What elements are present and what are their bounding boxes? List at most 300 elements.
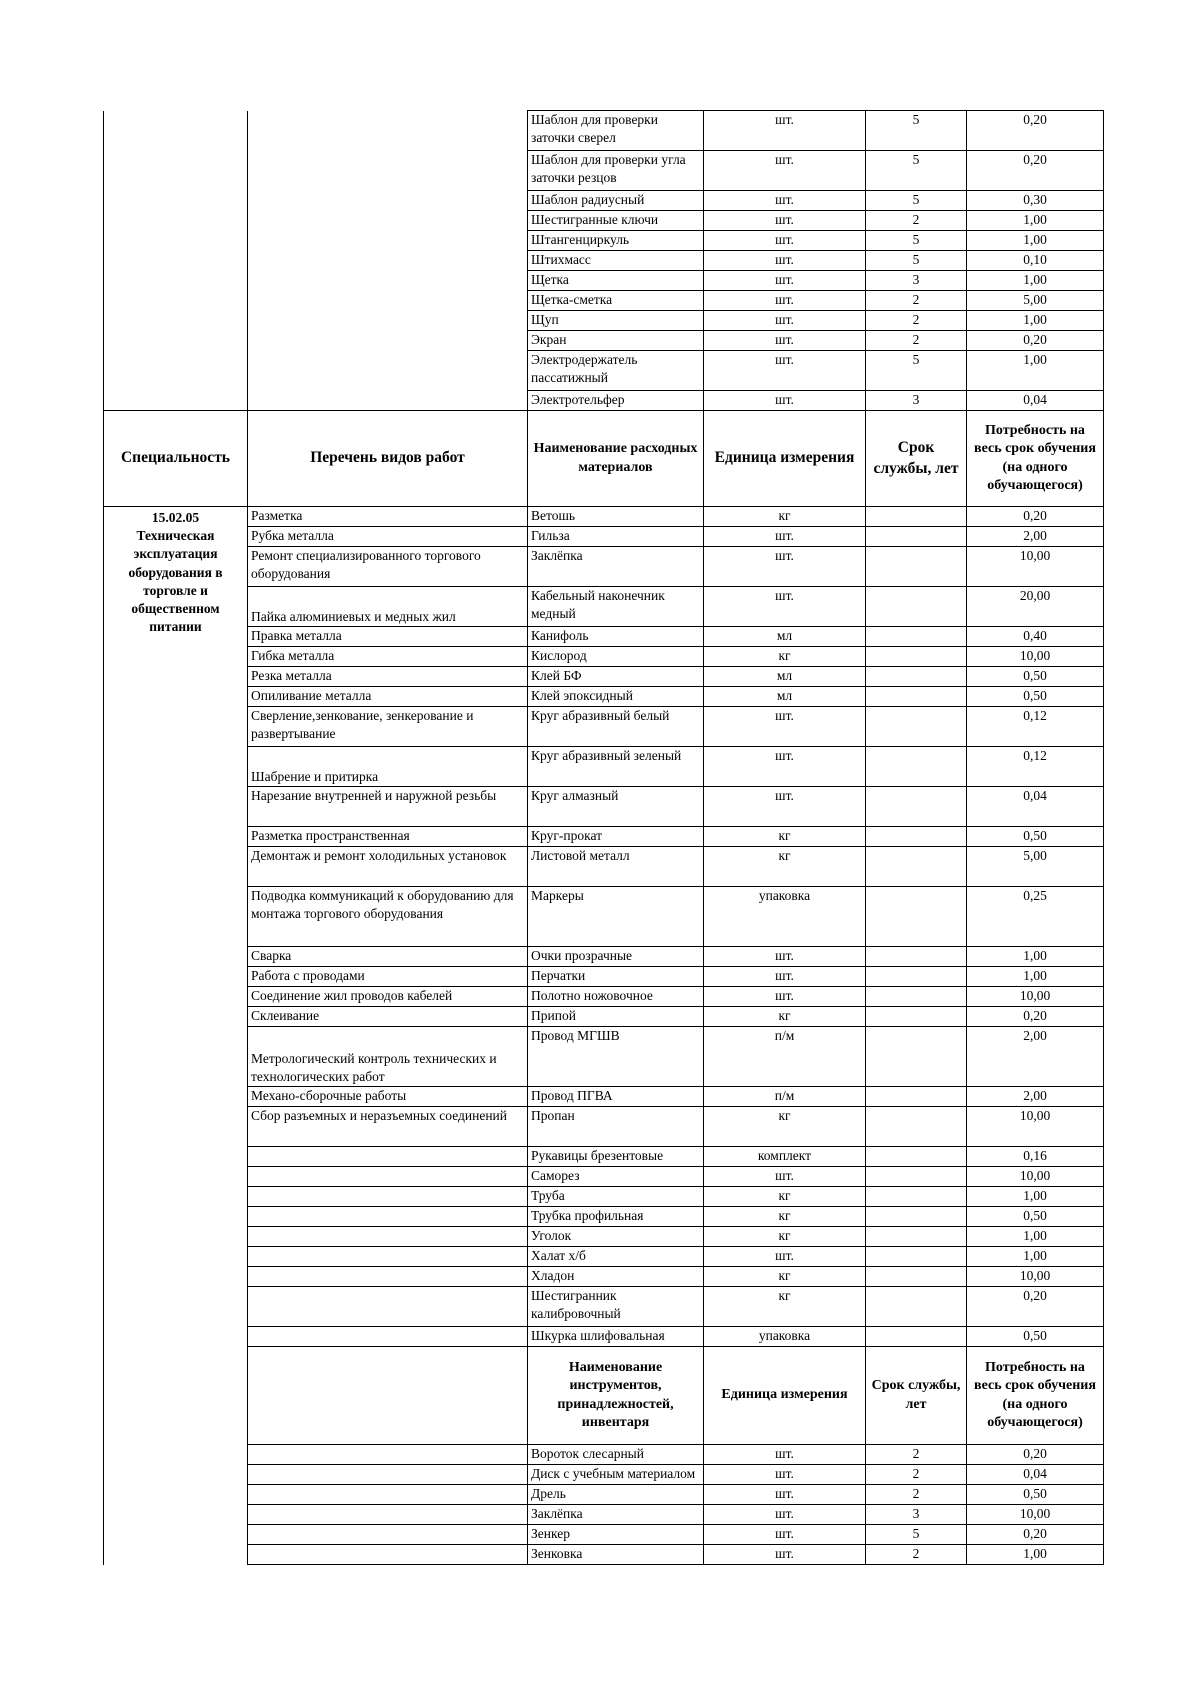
- material-need: 0,50: [967, 827, 1104, 847]
- table-row: [104, 1505, 1104, 1525]
- material-life-empty: [866, 747, 967, 787]
- works-column-spacer: [248, 211, 528, 231]
- table-row: [104, 1485, 1104, 1505]
- material-life-empty: [866, 647, 967, 667]
- item-unit: шт.: [704, 391, 866, 411]
- tool-need: 0,20: [967, 1445, 1104, 1465]
- table-row: [104, 1465, 1104, 1485]
- header-tools: Наименование инструментов, принадлежностей, инвентаря: [528, 1347, 704, 1445]
- item-unit: шт.: [704, 151, 866, 191]
- material-life-empty: [866, 667, 967, 687]
- spec-column-spacer: [104, 391, 248, 411]
- material-name: Уголок: [528, 1227, 704, 1247]
- material-life-empty: [866, 527, 967, 547]
- item-life: 5: [866, 111, 967, 151]
- material-need: 0,20: [967, 507, 1104, 527]
- material-need: 10,00: [967, 647, 1104, 667]
- spec-column-spacer: [104, 1505, 248, 1525]
- spec-column-spacer: [104, 1207, 248, 1227]
- tool-need: 1,00: [967, 1545, 1104, 1565]
- material-unit: кг: [704, 1227, 866, 1247]
- table-row: [104, 1167, 1104, 1187]
- works-column-spacer: [248, 111, 528, 151]
- tool-life: 2: [866, 1545, 967, 1565]
- table-row: [104, 1187, 1104, 1207]
- tool-life: 3: [866, 1505, 967, 1525]
- spec-column-spacer: [104, 1327, 248, 1347]
- table-row: [104, 211, 1104, 231]
- tool-unit: шт.: [704, 1545, 866, 1565]
- tool-need: 0,50: [967, 1485, 1104, 1505]
- table-row: [104, 507, 1104, 527]
- material-name: Хладон: [528, 1267, 704, 1287]
- material-name: Перчатки: [528, 967, 704, 987]
- work-name: Механо-сборочные работы: [248, 1087, 528, 1107]
- tool-name: Диск с учебным материалом: [528, 1465, 704, 1485]
- spec-column-spacer: [104, 1227, 248, 1247]
- item-name: Щуп: [528, 311, 704, 331]
- material-life-empty: [866, 587, 967, 627]
- works-column-spacer: [248, 331, 528, 351]
- work-name: Нарезание внутренней и наружной резьбы: [248, 787, 528, 827]
- item-life: 5: [866, 351, 967, 391]
- tool-unit: шт.: [704, 1445, 866, 1465]
- item-unit: шт.: [704, 271, 866, 291]
- item-need: 0,04: [967, 391, 1104, 411]
- table-row: [104, 351, 1104, 391]
- header-life: Срок службы, лет: [866, 411, 967, 507]
- table-row: [104, 527, 1104, 547]
- work-name: [248, 1187, 528, 1207]
- work-name: Демонтаж и ремонт холодильных установок: [248, 847, 528, 887]
- table-row: [104, 311, 1104, 331]
- material-unit: шт.: [704, 547, 866, 587]
- spec-column-spacer: [104, 1247, 248, 1267]
- material-life-empty: [866, 1247, 967, 1267]
- material-name: Канифоль: [528, 627, 704, 647]
- top-block: [104, 111, 1104, 411]
- header-works: Перечень видов работ: [248, 411, 528, 507]
- material-life-empty: [866, 1207, 967, 1227]
- material-name: Пропан: [528, 1107, 704, 1147]
- table-row: [104, 1087, 1104, 1107]
- table-row: [104, 667, 1104, 687]
- header2-life: Срок службы, лет: [866, 1347, 967, 1445]
- material-unit: шт.: [704, 967, 866, 987]
- item-need: 1,00: [967, 231, 1104, 251]
- material-name: Труба: [528, 1187, 704, 1207]
- material-unit: п/м: [704, 1027, 866, 1087]
- table-row: [104, 391, 1104, 411]
- header-unit: Единица измерения: [704, 411, 866, 507]
- material-need: 1,00: [967, 967, 1104, 987]
- spec-column-spacer: [104, 1267, 248, 1287]
- table-row: [104, 1445, 1104, 1465]
- material-need: 2,00: [967, 527, 1104, 547]
- material-name: Круг абразивный белый: [528, 707, 704, 747]
- table-row: [104, 847, 1104, 887]
- item-need: 1,00: [967, 311, 1104, 331]
- tools-block: [104, 1445, 1104, 1565]
- spec-column-spacer: [104, 1485, 248, 1505]
- tools-header-works-empty: [248, 1347, 528, 1445]
- item-need: 1,00: [967, 271, 1104, 291]
- material-life-empty: [866, 1087, 967, 1107]
- material-need: 10,00: [967, 1107, 1104, 1147]
- table-row: [104, 987, 1104, 1007]
- material-need: 10,00: [967, 1267, 1104, 1287]
- works-column-empty: [248, 1465, 528, 1485]
- table-row: [104, 1327, 1104, 1347]
- item-life: 3: [866, 271, 967, 291]
- item-unit: шт.: [704, 291, 866, 311]
- material-life-empty: [866, 1167, 967, 1187]
- works-column-empty: [248, 1545, 528, 1565]
- material-unit: шт.: [704, 747, 866, 787]
- work-name: [248, 1267, 528, 1287]
- work-name: [248, 1247, 528, 1267]
- spec-column-spacer: [104, 351, 248, 391]
- work-name: [248, 1287, 528, 1327]
- material-name: Ветошь: [528, 507, 704, 527]
- material-life-empty: [866, 827, 967, 847]
- work-name: Гибка металла: [248, 647, 528, 667]
- material-unit: упаковка: [704, 887, 866, 947]
- item-unit: шт.: [704, 331, 866, 351]
- material-need: 10,00: [967, 1167, 1104, 1187]
- material-need: 0,50: [967, 667, 1104, 687]
- work-name: Соединение жил проводов кабелей: [248, 987, 528, 1007]
- tool-need: 10,00: [967, 1505, 1104, 1525]
- spec-column-spacer: [104, 1347, 248, 1445]
- tool-name: Зенкер: [528, 1525, 704, 1545]
- table-row: [104, 331, 1104, 351]
- tool-name: Заклёпка: [528, 1505, 704, 1525]
- table-row: [104, 747, 1104, 787]
- material-name: Круг алмазный: [528, 787, 704, 827]
- item-unit: шт.: [704, 251, 866, 271]
- material-need: 0,20: [967, 1287, 1104, 1327]
- material-need: 0,50: [967, 1207, 1104, 1227]
- material-unit: кг: [704, 827, 866, 847]
- material-name: Провод ПГВА: [528, 1087, 704, 1107]
- material-unit: мл: [704, 627, 866, 647]
- material-need: 0,16: [967, 1147, 1104, 1167]
- equipment-table: [103, 110, 1104, 1565]
- material-life-empty: [866, 1327, 967, 1347]
- table-row: [104, 1207, 1104, 1227]
- material-unit: упаковка: [704, 1327, 866, 1347]
- material-name: Кислород: [528, 647, 704, 667]
- item-name: Шаблон для проверки заточки сверел: [528, 111, 704, 151]
- table-row: [104, 1525, 1104, 1545]
- spec-column-spacer: [104, 1187, 248, 1207]
- work-name: Сбор разъемных и неразъемных соединений: [248, 1107, 528, 1147]
- header-materials: Наименование расходных материалов: [528, 411, 704, 507]
- table-row: [104, 707, 1104, 747]
- tool-need: 0,20: [967, 1525, 1104, 1545]
- work-name: Сварка: [248, 947, 528, 967]
- work-name: [248, 1327, 528, 1347]
- table-row: [104, 1247, 1104, 1267]
- tool-name: Зенковка: [528, 1545, 704, 1565]
- tool-life: 2: [866, 1465, 967, 1485]
- spec-column-spacer: [104, 1445, 248, 1465]
- material-name: Халат х/б: [528, 1247, 704, 1267]
- material-life-empty: [866, 627, 967, 647]
- material-life-empty: [866, 1227, 967, 1247]
- table-row: [104, 291, 1104, 311]
- item-unit: шт.: [704, 211, 866, 231]
- table-row: [104, 1107, 1104, 1147]
- work-name: [248, 1167, 528, 1187]
- table-row: [104, 1027, 1104, 1087]
- item-unit: шт.: [704, 311, 866, 331]
- table-row: [104, 647, 1104, 667]
- material-need: 0,04: [967, 787, 1104, 827]
- item-name: Экран: [528, 331, 704, 351]
- material-life-empty: [866, 1187, 967, 1207]
- material-need: 10,00: [967, 987, 1104, 1007]
- table-row: [104, 787, 1104, 827]
- item-need: 0,30: [967, 191, 1104, 211]
- table-row: [104, 271, 1104, 291]
- material-life-empty: [866, 847, 967, 887]
- material-unit: шт.: [704, 987, 866, 1007]
- material-need: 0,50: [967, 1327, 1104, 1347]
- material-name: Клей эпоксидный: [528, 687, 704, 707]
- spec-column-spacer: [104, 311, 248, 331]
- material-name: Саморез: [528, 1167, 704, 1187]
- material-need: 0,25: [967, 887, 1104, 947]
- material-life-empty: [866, 947, 967, 967]
- works-column-empty: [248, 1505, 528, 1525]
- table-row: [104, 1287, 1104, 1327]
- material-unit: кг: [704, 647, 866, 667]
- table-row: [104, 1007, 1104, 1027]
- tool-name: Вороток слесарный: [528, 1445, 704, 1465]
- table-row: [104, 151, 1104, 191]
- table-row: [104, 1545, 1104, 1565]
- material-name: Гильза: [528, 527, 704, 547]
- works-column-spacer: [248, 291, 528, 311]
- material-name: Заклёпка: [528, 547, 704, 587]
- works-column-empty: [248, 1485, 528, 1505]
- tool-life: 5: [866, 1525, 967, 1545]
- work-name: [248, 1227, 528, 1247]
- material-need: 10,00: [967, 547, 1104, 587]
- material-name: Маркеры: [528, 887, 704, 947]
- material-need: 0,12: [967, 707, 1104, 747]
- material-name: Провод МГШВ: [528, 1027, 704, 1087]
- material-name: Листовой металл: [528, 847, 704, 887]
- material-life-empty: [866, 1287, 967, 1327]
- material-need: 1,00: [967, 1247, 1104, 1267]
- tools-header-block: [104, 1347, 1104, 1445]
- material-need: 2,00: [967, 1087, 1104, 1107]
- material-life-empty: [866, 787, 967, 827]
- material-need: 0,40: [967, 627, 1104, 647]
- item-unit: шт.: [704, 111, 866, 151]
- table-row: [104, 231, 1104, 251]
- material-unit: мл: [704, 687, 866, 707]
- table-row: [104, 251, 1104, 271]
- works-column-spacer: [248, 231, 528, 251]
- works-column-spacer: [248, 251, 528, 271]
- material-unit: мл: [704, 667, 866, 687]
- specialty-name: Техническая эксплуатация оборудования в торговле и общественном питании: [128, 528, 223, 635]
- work-name: Резка металла: [248, 667, 528, 687]
- specialty-cell: [104, 507, 248, 1147]
- material-unit: шт.: [704, 947, 866, 967]
- spec-column-spacer: [104, 1525, 248, 1545]
- work-name: Правка металла: [248, 627, 528, 647]
- item-need: 0,20: [967, 331, 1104, 351]
- table-row: [104, 827, 1104, 847]
- spec-column-spacer: [104, 231, 248, 251]
- material-unit: кг: [704, 1107, 866, 1147]
- item-name: Штихмасс: [528, 251, 704, 271]
- tool-need: 0,04: [967, 1465, 1104, 1485]
- item-name: Электротельфер: [528, 391, 704, 411]
- item-unit: шт.: [704, 191, 866, 211]
- material-life-empty: [866, 987, 967, 1007]
- material-unit: шт.: [704, 587, 866, 627]
- work-name: Рубка металла: [248, 527, 528, 547]
- table-row: [104, 967, 1104, 987]
- material-name: Круг абразивный зеленый: [528, 747, 704, 787]
- item-name: Шестигранные ключи: [528, 211, 704, 231]
- item-life: 5: [866, 231, 967, 251]
- item-life: 2: [866, 211, 967, 231]
- item-need: 0,20: [967, 151, 1104, 191]
- spec-column-spacer: [104, 251, 248, 271]
- table-row: [104, 587, 1104, 627]
- tools-header-row: [104, 1347, 1104, 1445]
- material-unit: кг: [704, 1007, 866, 1027]
- header2-unit: Единица измерения: [704, 1347, 866, 1445]
- material-life-empty: [866, 967, 967, 987]
- material-unit: шт.: [704, 707, 866, 747]
- table-row: [104, 947, 1104, 967]
- material-life-empty: [866, 887, 967, 947]
- material-life-empty: [866, 1107, 967, 1147]
- material-name: Кабельный наконечник медный: [528, 587, 704, 627]
- item-life: 5: [866, 251, 967, 271]
- table-row: [104, 111, 1104, 151]
- spec-column-spacer: [104, 111, 248, 151]
- material-unit: кг: [704, 1287, 866, 1327]
- item-life: 2: [866, 291, 967, 311]
- material-need: 20,00: [967, 587, 1104, 627]
- material-name: Очки прозрачные: [528, 947, 704, 967]
- table-row: [104, 887, 1104, 947]
- works-column-empty: [248, 1525, 528, 1545]
- table-row: [104, 191, 1104, 211]
- tool-unit: шт.: [704, 1525, 866, 1545]
- material-unit: кг: [704, 1267, 866, 1287]
- work-name: Шабрение и притирка: [248, 747, 528, 787]
- work-name: Работа с проводами: [248, 967, 528, 987]
- item-life: 5: [866, 191, 967, 211]
- spec-column-spacer: [104, 1545, 248, 1565]
- material-name: Рукавицы брезентовые: [528, 1147, 704, 1167]
- material-unit: комплект: [704, 1147, 866, 1167]
- material-unit: кг: [704, 1207, 866, 1227]
- work-name: Подводка коммуникаций к оборудованию для монтажа торгового оборудования: [248, 887, 528, 947]
- item-life: 5: [866, 151, 967, 191]
- materials-block: [104, 507, 1104, 1347]
- spec-column-spacer: [104, 1147, 248, 1167]
- tool-name: Дрель: [528, 1485, 704, 1505]
- works-column-spacer: [248, 151, 528, 191]
- material-unit: шт.: [704, 527, 866, 547]
- spec-column-spacer: [104, 1465, 248, 1485]
- works-column-spacer: [248, 391, 528, 411]
- material-need: 0,12: [967, 747, 1104, 787]
- table-row: [104, 1227, 1104, 1247]
- work-name: [248, 1147, 528, 1167]
- spec-column-spacer: [104, 291, 248, 311]
- works-column-spacer: [248, 311, 528, 331]
- work-name: Опиливание металла: [248, 687, 528, 707]
- material-life-empty: [866, 707, 967, 747]
- material-need: 5,00: [967, 847, 1104, 887]
- material-life-empty: [866, 547, 967, 587]
- material-unit: кг: [704, 507, 866, 527]
- item-name: Шаблон радиусный: [528, 191, 704, 211]
- item-name: Щетка: [528, 271, 704, 291]
- spec-column-spacer: [104, 331, 248, 351]
- material-name: Круг-прокат: [528, 827, 704, 847]
- work-name: Ремонт специализированного торгового оборудования: [248, 547, 528, 587]
- spec-column-spacer: [104, 1287, 248, 1327]
- item-need: 0,10: [967, 251, 1104, 271]
- material-need: 1,00: [967, 947, 1104, 967]
- material-life-empty: [866, 687, 967, 707]
- header2-need: Потребность на весь срок обучения (на одного обучающегося): [967, 1347, 1104, 1445]
- specialty-code: 15.02.05: [151, 510, 200, 525]
- work-name: Склеивание: [248, 1007, 528, 1027]
- spec-column-spacer: [104, 151, 248, 191]
- item-name: Шаблон для проверки угла заточки резцов: [528, 151, 704, 191]
- work-name: Разметка пространственная: [248, 827, 528, 847]
- material-life-empty: [866, 1267, 967, 1287]
- item-life: 3: [866, 391, 967, 411]
- table-row: [104, 687, 1104, 707]
- item-need: 5,00: [967, 291, 1104, 311]
- header-need: Потребность на весь срок обучения (на одного обучающегося): [967, 411, 1104, 507]
- material-name: Шестигранник калибровочный: [528, 1287, 704, 1327]
- material-need: 1,00: [967, 1227, 1104, 1247]
- material-unit: шт.: [704, 1247, 866, 1267]
- tool-life: 2: [866, 1445, 967, 1465]
- material-unit: кг: [704, 847, 866, 887]
- material-unit: кг: [704, 1187, 866, 1207]
- item-life: 2: [866, 311, 967, 331]
- item-name: Электродержатель пассатижный: [528, 351, 704, 391]
- spec-column-spacer: [104, 191, 248, 211]
- tool-unit: шт.: [704, 1505, 866, 1525]
- work-name: [248, 1207, 528, 1227]
- material-name: Полотно ножовочное: [528, 987, 704, 1007]
- material-need: 2,00: [967, 1027, 1104, 1087]
- table-row: [104, 627, 1104, 647]
- item-name: Штангенциркуль: [528, 231, 704, 251]
- material-unit: шт.: [704, 1167, 866, 1187]
- tool-life: 2: [866, 1485, 967, 1505]
- material-name: Припой: [528, 1007, 704, 1027]
